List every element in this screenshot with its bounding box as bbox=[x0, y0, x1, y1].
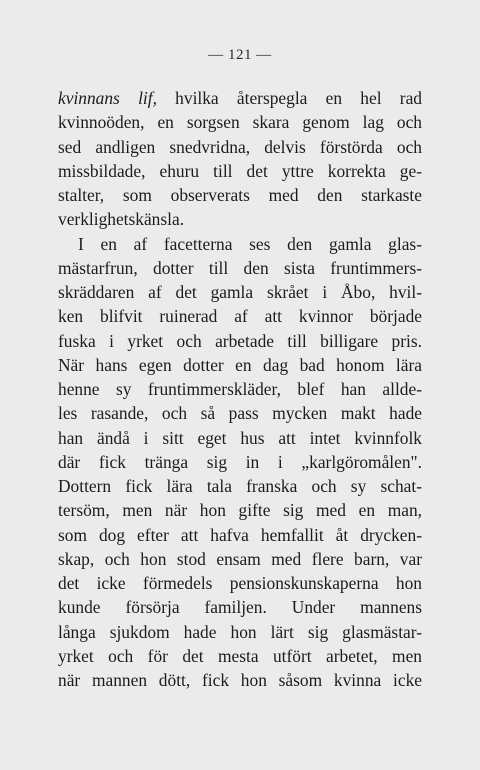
line-text: mästarfrun, dotter till den sista fruntimmers- bbox=[58, 257, 422, 278]
body-text bbox=[58, 86, 422, 692]
line-text: kunde försörja familjen. Under mannens bbox=[58, 597, 422, 618]
text-line bbox=[58, 620, 422, 644]
text-line bbox=[58, 426, 422, 450]
line-text: verklighetskänsla. bbox=[58, 209, 185, 230]
line-text: sed andligen snedvridna, delvis förstörda och bbox=[58, 136, 422, 157]
text-line bbox=[58, 498, 422, 522]
line-text: där fick tränga sig in i „karlgöromålen". bbox=[58, 451, 422, 472]
line-text: missbildade, ehuru till det yttre korrekta ge- bbox=[58, 160, 422, 181]
line-text: henne sy fruntimmerskläder, blef han allde- bbox=[58, 379, 422, 399]
line-text: kvinnoöden, en sorgsen skara genom lag och bbox=[58, 112, 422, 133]
text-line bbox=[58, 644, 422, 668]
text-line bbox=[58, 304, 422, 328]
line-text: tersöm, men när hon gifte sig med en man, bbox=[58, 500, 422, 521]
text-line bbox=[58, 183, 422, 207]
line-text: långa sjukdom hade hon lärt sig glasmästar- bbox=[58, 621, 422, 642]
line-text: det icke förmedels pensionskunskaperna hon bbox=[58, 573, 422, 593]
line-text: Dottern fick lära tala franska och sy schat- bbox=[58, 476, 422, 496]
text-line bbox=[58, 571, 422, 595]
text-line bbox=[58, 110, 422, 134]
text-line bbox=[58, 329, 422, 353]
text-line bbox=[58, 135, 422, 159]
text-line bbox=[58, 232, 422, 256]
line-text: I en af facetterna ses den gamla glas- bbox=[78, 233, 422, 254]
text-line bbox=[58, 595, 422, 619]
text-line bbox=[58, 523, 422, 547]
text-line bbox=[58, 86, 422, 110]
line-text: hvilka återspegla en hel rad bbox=[156, 88, 422, 108]
line-text: som dog efter att hafva hemfallit åt drycken- bbox=[58, 524, 422, 545]
text-line bbox=[58, 547, 422, 571]
line-text: skap, och hon stod ensam med flere barn, var bbox=[58, 548, 422, 569]
line-text: stalter, som observerats med den starkaste bbox=[58, 185, 422, 205]
line-text: yrket och för det mesta utfört arbetet, men bbox=[58, 645, 422, 666]
italic-phrase: kvinnans lif, bbox=[58, 88, 157, 108]
text-line bbox=[58, 377, 422, 401]
text-line bbox=[58, 280, 422, 304]
line-text: fuska i yrket och arbetade till billigare pris. bbox=[58, 330, 422, 351]
text-line bbox=[58, 159, 422, 183]
text-line bbox=[58, 668, 422, 692]
page-number: — 121 — bbox=[208, 47, 272, 63]
text-line bbox=[58, 256, 422, 280]
text-line bbox=[58, 353, 422, 377]
text-line bbox=[58, 474, 422, 498]
line-text: skräddaren af det gamla skrået i Åbo, hvil- bbox=[58, 282, 422, 302]
line-text: han ändå i sitt eget hus att intet kvinnfolk bbox=[58, 427, 422, 448]
text-line bbox=[58, 450, 422, 474]
text-line bbox=[58, 401, 422, 425]
text-line bbox=[58, 207, 422, 231]
line-text: När hans egen dotter en dag bad honom lära bbox=[58, 354, 422, 375]
line-text: när mannen dött, fick hon såsom kvinna icke bbox=[58, 670, 422, 690]
line-text: ken blifvit ruinerad af att kvinnor började bbox=[58, 306, 422, 327]
line-text: les rasande, och så pass mycken makt hade bbox=[58, 403, 422, 424]
